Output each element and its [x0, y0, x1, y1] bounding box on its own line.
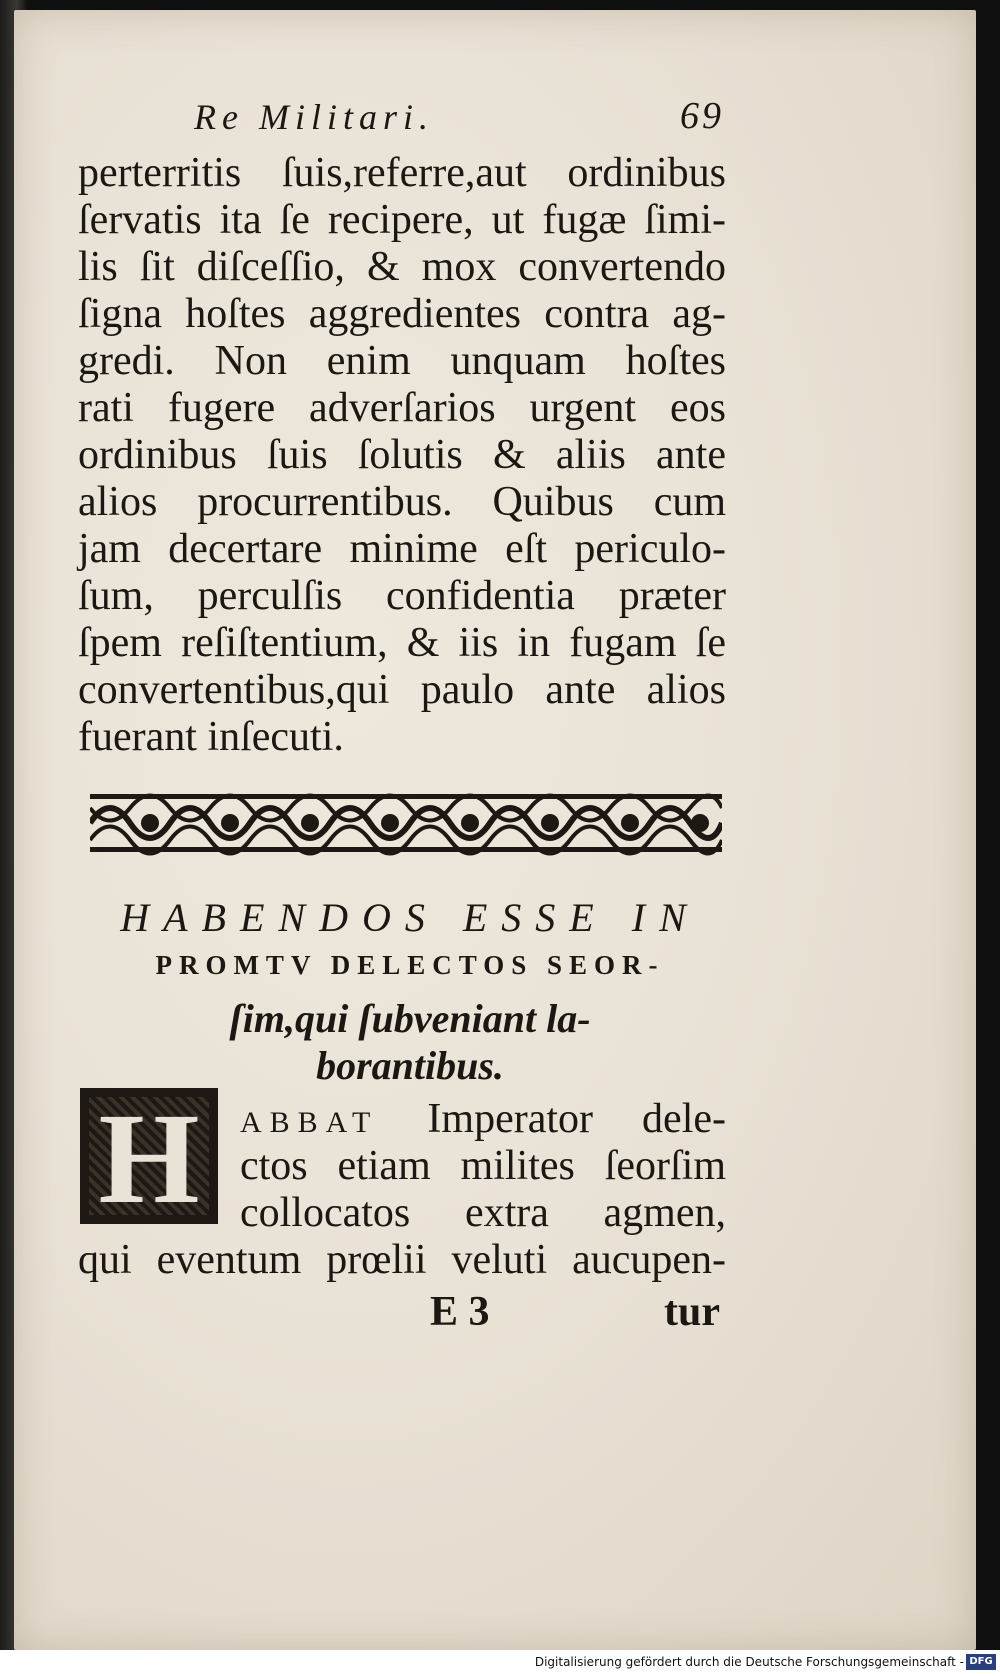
body-line: ſum, perculſis confidentia præter [78, 573, 726, 619]
ornamental-drop-cap [80, 1087, 218, 1231]
page-number: 69 [680, 95, 724, 137]
body-line: perterritis ſuis,referre,aut ordinibus [78, 150, 726, 196]
body-line: convertentibus,qui paulo ante alios [78, 667, 726, 713]
running-head-title: Re Militari. [194, 97, 434, 137]
catchword: tur [664, 1289, 720, 1335]
body-line: jam decertare minime eſt periculo- [78, 526, 726, 572]
body-line: fuerant inſecuti. [78, 714, 344, 760]
drop-cap-letter: H [98, 1087, 200, 1231]
signature-mark: E 3 [430, 1289, 490, 1335]
section-heading-line: HABENDOS ESSE IN [120, 895, 700, 940]
paragraph-line-text: Imperator dele- [427, 1096, 726, 1142]
section-heading-line: borantibus. [316, 1043, 504, 1088]
body-line: rati fugere adverſarios urgent eos [78, 385, 726, 431]
body-line: lis ſit diſceſſio, & mox convertendo [78, 244, 726, 290]
paragraph-line [240, 1096, 726, 1143]
section-heading-line: ſim,qui ſubveniant la- [229, 996, 591, 1041]
footer-credit: Digitalisierung gefördert durch die Deutsche Forschungsgemeinschaft - [534, 1655, 964, 1669]
body-line: ſigna hoſtes aggredientes contra ag- [78, 291, 726, 337]
first-word-smallcaps: ABBAT [240, 1106, 379, 1139]
dfg-logo: DFG [966, 1654, 996, 1670]
body-line: alios procurrentibus. Quibus cum [78, 479, 726, 525]
decorative-ornament-band [90, 788, 722, 858]
body-line: ſpem reſiſtentium, & iis in fugam ſe [78, 620, 726, 666]
paragraph-line: collocatos extra agmen, [240, 1190, 726, 1236]
paragraph-line: qui eventum prœlii veluti aucupen- [78, 1237, 726, 1283]
body-line: ordinibus ſuis ſolutis & aliis ante [78, 432, 726, 478]
section-heading-line: PROMTV DELECTOS SEOR- [155, 950, 665, 980]
running-head [194, 88, 724, 138]
paragraph-line: ctos etiam milites ſeorſim [240, 1143, 726, 1189]
body-line: ſervatis ita ſe recipere, ut fugæ ſimi- [78, 197, 726, 243]
body-line: gredi. Non enim unquam hoſtes [78, 338, 726, 384]
